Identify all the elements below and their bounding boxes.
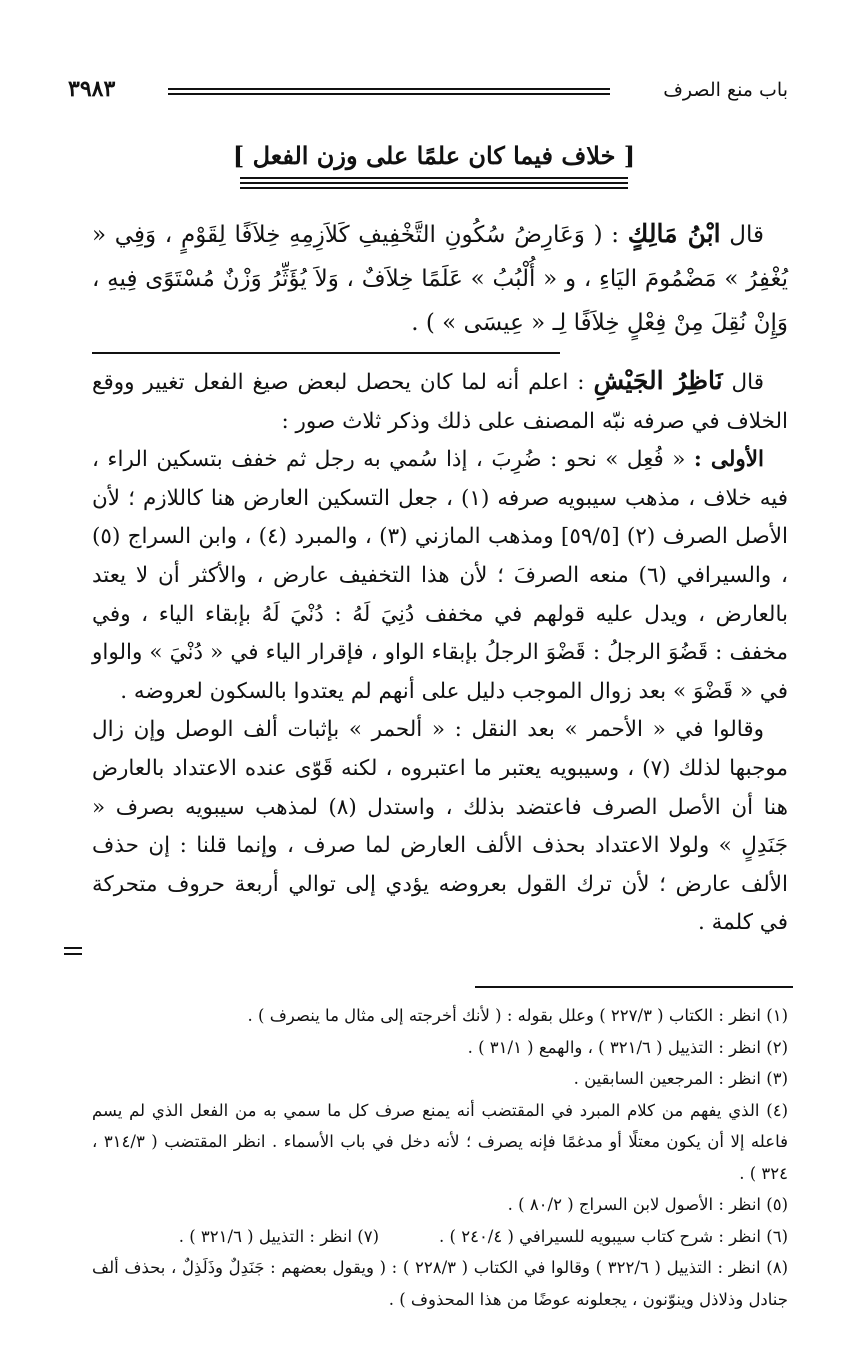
footnote-2: (٢) انظر : التذييل ( ٣٢١/٦ ) ، والهمع ( ٣١/١ ) . <box>467 1037 788 1057</box>
commentator-name: نَاظِرُ الجَيْشِ <box>593 366 723 395</box>
header-rule <box>168 88 610 95</box>
section-heading: [ خلاف فيما كان علمًا على وزن الفعل ] <box>232 141 636 170</box>
footnote-7: (٧) انظر : التذييل ( ٣٢١/٦ ) . <box>178 1226 380 1246</box>
sharh-paragraph-3: وقالوا في « الأحمر » بعد النقل : « ألحمر » بإثبات ألف الوصل وإن زال موجبها لذلك (٧) ، وسيبويه يعتبر ما اعتبروه ، لكنه قَوّى عنده الاعتداد بالعارض هنا أن الأصل الصرف فاعتضد بذلك ، واستدل (٨) لمذهب سيبويه بصرف « جَنَدِلٍ » ولولا الاعتداد بحذف الألف العارض لما صرف ، وإنما قلنا : إن حذف الألف عارض ؛ لأن ترك القول بعروضه يؤدي إلى توالي أربعة حروف متحركة في كلمة . <box>92 717 788 936</box>
sharh-paragraph-2: « فُعِل » نحو : ضُرِبَ ، إذا سُمي به رجل ثم خفف بتسكين الراء ، فيه خلاف ، مذهب سيبويه صرفه (١) ، جعل التسكين العارض هنا كاللازم ؛ لأن الأصل الصرف (٢) [٥٩/٥] ومذهب المازني (٣) ، والمبرد (٤) ، وابن السراج (٥) ، والسيرافي (٦) منعه الصرفَ ؛ لأن هذا التخفيف عارض ، والأكثر أن لا يعتد بالعارض ، ويدل عليه قولهم في مخفف دُنِيَ لَهُ : دُنْيَ لَهُ بإبقاء الياء ، وفي مخفف : قَضُوَ الرجلُ : قَضْوَ الرجلُ بإبقاء الواو ، فإقرار الياء في « دُنْيَ » والواو في « قَضْوَ » بعد زوال الموجب دليل على أنهم لم يعتدوا بالسكون لعروضه . <box>92 447 788 704</box>
footnote-1: (١) انظر : الكتاب ( ٢٢٧/٣ ) وعلل بقوله : ( لأنك أخرجته إلى مثال ما ينصرف ) . <box>247 1006 788 1025</box>
first-case-label: الأولى : <box>693 447 764 473</box>
sharh-paragraph-1: : اعلم أنه لما كان يحصل لبعض صيغ الفعل تغيير ووقع الخلاف في صرفه نبّه المصنف على ذلك وذكر ثلاث صور : <box>92 370 788 434</box>
footnote-3: (٣) انظر : المرجعين السابقين . <box>573 1069 788 1088</box>
chapter-title: باب منع الصرف <box>663 79 788 101</box>
continuation-mark <box>64 947 82 959</box>
matn-body: : ( وَعَارِضُ سُكُونِ التَّخْفِيفِ كَلاَزِمِهِ خِلاَفًا لِقَوْمٍ ، وَفِي « يُغْفِرُ » مَضْمُومَ اليَاءِ ، و « أُلْبُبُ » عَلَمًا خِلاَفٌ ، وَلاَ يُؤَثِّرُ وَزْنٌ مُسْتَوًى فِيهِ ، وَإِنْ نُقِلَ مِنْ فِعْلٍ خِلاَفًا لِـ « عِيسَى » ) . <box>92 222 788 336</box>
sharh-intro: قال <box>731 370 764 395</box>
footnote-8: (٨) انظر : التذييل ( ٣٢٢/٦ ) وقالوا في الكتاب ( ٢٢٨/٣ ) : ( ويقول بعضهم : جَنَدِلٌ وذَلَذِلٌ ، بحذف ألف جنادل وذلاذل وينوّنون ، يجعلونه عوضًا من هذا المحذوف ) . <box>92 1258 788 1309</box>
heading-underline <box>240 177 628 192</box>
author-name: ابْنُ مَالِكٍ <box>627 219 721 248</box>
matn-separator <box>92 352 560 354</box>
footnotes <box>92 1000 788 1315</box>
footnote-row-6-7 <box>92 1221 788 1253</box>
footnote-separator <box>475 986 793 988</box>
matn-intro: قال <box>729 222 764 248</box>
footnote-4: (٤) الذي يفهم من كلام المبرد في المقتضب أنه يمنع صرف كل ما سمي به من الفعل الذي لم يسم فاعله إلا أن يكون معتلًا أو مدغمًا فإنه يصرف ؛ لأنه دخل في باب الأسماء . انظر المقتضب ( ٣١٤/٣ ، ٣٢٤ ) . <box>92 1100 788 1183</box>
matn-text <box>92 212 788 345</box>
footnote-5: (٥) انظر : الأصول لابن السراج ( ٨٠/٢ ) . <box>507 1195 788 1214</box>
running-header <box>68 78 788 104</box>
footnote-6: (٦) انظر : شرح كتاب سيبويه للسيرافي ( ٢٤٠/٤ ) . <box>439 1226 788 1246</box>
page-number: ٣٩٨٣ <box>68 76 116 102</box>
commentary-text <box>92 362 788 943</box>
